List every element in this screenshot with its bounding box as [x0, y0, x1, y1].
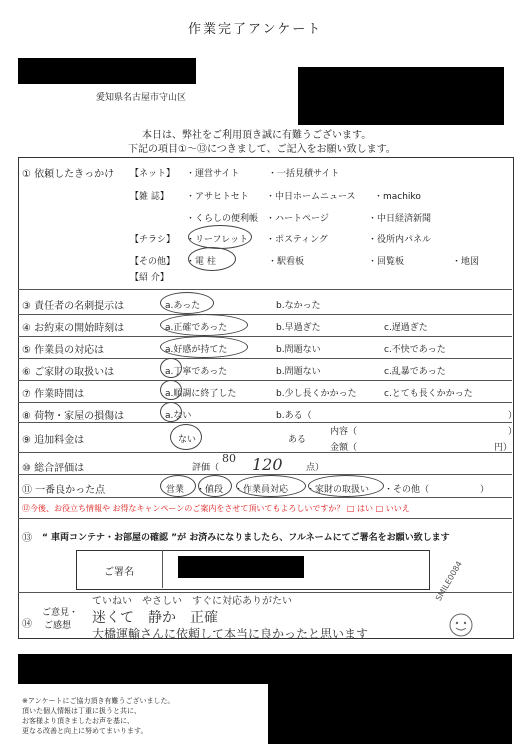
intro-line-1: 本日は、弊社をご利用頂き誠に有難うございます。 [142, 130, 372, 141]
q1-chirashi-2[interactable]: ・ポスティング [266, 235, 328, 245]
divider [18, 422, 512, 423]
q1-cat-shokai: 【紹 介】 [130, 273, 169, 283]
q11-item-3-circle [236, 475, 306, 497]
redacted-signature [178, 556, 304, 578]
smile-face-icon [448, 612, 474, 638]
signature-divider [162, 550, 163, 588]
q6-c[interactable]: c.乱暴であった [384, 367, 446, 377]
q14-label-2: ご感想 [44, 621, 72, 631]
q8-a-circle [160, 402, 182, 422]
divider [18, 518, 512, 519]
footer-line-4: 更なる改善と向上に努めてまいります。 [22, 727, 148, 735]
q11-item-1-circle [160, 475, 196, 497]
q1-other-1-circle [188, 247, 236, 271]
q6-b[interactable]: b.問題ない [276, 367, 321, 377]
divider [18, 289, 512, 290]
q8-close: ） [508, 411, 518, 421]
q6-a-circle [160, 358, 182, 378]
divider [18, 380, 512, 381]
q1-zasshi-3[interactable]: ・machiko [374, 192, 421, 202]
q11-item-2[interactable]: ・値段 [196, 485, 224, 495]
q8-label: ⑧ 荷物・家屋の損傷は [22, 411, 125, 422]
divider [18, 314, 512, 315]
signature-label: ご署名 [104, 567, 134, 578]
divider [18, 336, 512, 337]
q9-a-circle [170, 424, 202, 450]
q1-zasshi-2[interactable]: ・中日ホームニュース [266, 192, 356, 202]
q6-label: ⑥ ご家財の取扱いは [22, 367, 115, 378]
q5-a-circle [160, 336, 248, 358]
q7-label: ⑦ 作業時間は [22, 389, 85, 400]
q1-chirashi-3[interactable]: ・役所内パネル [368, 235, 432, 245]
q14-comment-line-3[interactable]: 大橋運輸さんに依頼して本当に良かったと思います [92, 627, 369, 641]
q9-label: ⑨ 追加料金は [22, 435, 85, 446]
divider [18, 497, 512, 498]
q5-c[interactable]: c.不快であった [384, 345, 446, 355]
redacted-footer-band [18, 654, 512, 684]
q14-comment-line-2[interactable]: 迷くて 静か 正確 [92, 610, 218, 626]
address-text: 愛知県名古屋市守山区 [96, 93, 187, 103]
q9-a[interactable]: ない [178, 435, 197, 445]
q3-label: ③ 責任者の名刺提示は [22, 301, 125, 312]
q11-item-4-circle [308, 475, 384, 497]
q13-num: ⑬ [22, 533, 32, 544]
q3-a[interactable]: a.あった [165, 301, 201, 311]
redacted-name [18, 58, 196, 84]
q1-other-3[interactable]: ・回覧板 [368, 257, 405, 267]
q11-label: ⑪ 一番良かった点 [22, 485, 106, 496]
q6-a[interactable]: a.丁寧であった [165, 367, 228, 377]
q1-cat-other: 【その他】 [130, 257, 176, 267]
q4-a-circle [160, 314, 248, 336]
q1-cat-net: 【ネット】 [130, 169, 176, 179]
q3-b[interactable]: b.なかった [276, 301, 321, 311]
divider [18, 402, 512, 403]
q1-other-4[interactable]: ・地図 [452, 257, 480, 267]
q1-zasshi-5[interactable]: ・ハートページ [266, 214, 329, 224]
q4-a[interactable]: a.正確であった [165, 323, 228, 333]
q10-handwritten-top: 80 [222, 452, 236, 465]
q4-b[interactable]: b.早過ぎた [276, 323, 321, 333]
q11-item-2-circle [198, 475, 232, 497]
q1-zasshi-1[interactable]: ・アサヒトセト [186, 192, 249, 202]
divider [18, 452, 512, 453]
q1-cat-chirashi: 【チラシ】 [130, 235, 176, 245]
q9-yen: 円） [494, 443, 513, 453]
q4-c[interactable]: c.遅過ぎた [384, 323, 428, 333]
q14-label-1: ご意見・ [42, 608, 79, 618]
intro-line-2: 下記の項目①～⑬につきまして、ご記入をお願い致します。 [128, 144, 396, 155]
q1-other-2[interactable]: ・駅看板 [268, 257, 305, 267]
footer-line-1: ※アンケートにご協力頂き有難うございました。 [22, 697, 175, 705]
q5-b[interactable]: b.問題ない [276, 345, 321, 355]
q7-a-circle [160, 380, 182, 400]
q1-label: ① 依頼したきっかけ [22, 169, 115, 180]
q10-hyoka: 評価（ [192, 463, 220, 473]
q9-naiyo-close: ） [508, 427, 518, 437]
q1-chirashi-1-circle [188, 225, 252, 249]
footer-line-2: 頂いた個人情報は丁重に扱うと共に、 [22, 707, 141, 715]
q14-num: ⑭ [22, 619, 32, 630]
q8-b[interactable]: b.ある（ [276, 411, 312, 421]
q10-label: ⑩ 総合評価は [22, 463, 85, 474]
q9-b[interactable]: ある [288, 435, 307, 445]
q1-zasshi-6[interactable]: ・中日経済新聞 [368, 214, 432, 224]
q13-text: “ 車両コンテナ・お部屋の確認 ”が お済みになりましたら、フルネームにてご署名をお願い致します [42, 533, 450, 543]
q4-label: ④ お約束の開始時刻は [22, 323, 125, 334]
q1-zasshi-4[interactable]: ・くらしの便利帳 [186, 214, 259, 224]
q10-score[interactable]: 120 [252, 455, 283, 474]
redacted-footer-right [268, 684, 512, 744]
redacted-company [298, 67, 504, 125]
q5-a[interactable]: a.好感が持てた [165, 345, 228, 355]
q11-item-5[interactable]: ・その他（ [384, 485, 430, 495]
q11-item-6: ） [480, 485, 490, 495]
q1-chirashi-1[interactable]: ・リーフレット [186, 235, 249, 245]
q7-a[interactable]: a.順調に終了した [165, 389, 237, 399]
footer-line-3: お客様より頂きましたお声を基に、 [22, 717, 134, 725]
q9-naiyo: 内容（ [330, 427, 358, 437]
q9-kingaku: 金額（ [330, 443, 358, 453]
q14-comment-line-1[interactable]: ていねい やさしい すぐに対応ありがたい [92, 596, 292, 607]
q1-net-2[interactable]: ・一括見積サイト [268, 169, 340, 179]
smile-stamp-label: SMILE0084 [434, 559, 464, 603]
q3-a-circle [160, 292, 214, 314]
q1-other-1[interactable]: ・電 柱 [186, 257, 216, 267]
q5-label: ⑤ 作業員の対応は [22, 345, 105, 356]
q11-item-4[interactable]: ・家財の取扱い [306, 485, 370, 495]
q8-a[interactable]: a.ない [165, 411, 192, 421]
q10-unit: 点） [306, 463, 325, 473]
q11-item-1[interactable]: 営業 [166, 485, 185, 495]
q11-item-3[interactable]: ・作業員対応 [234, 485, 289, 495]
q7-c[interactable]: c.とても長くかかった [384, 389, 473, 399]
page-title: 作業完了アンケート [188, 22, 323, 37]
q1-net-1[interactable]: ・運営サイト [186, 169, 240, 179]
q12-text: ⑫今後、お役立ち情報や お得なキャンペーンのご案内をさせて頂いてもよろしいですか？ □ はい □ いいえ [22, 504, 410, 513]
q1-cat-zasshi: 【雑 誌】 [130, 192, 169, 202]
q7-b[interactable]: b.少し長くかかった [276, 389, 357, 399]
divider [18, 358, 512, 359]
